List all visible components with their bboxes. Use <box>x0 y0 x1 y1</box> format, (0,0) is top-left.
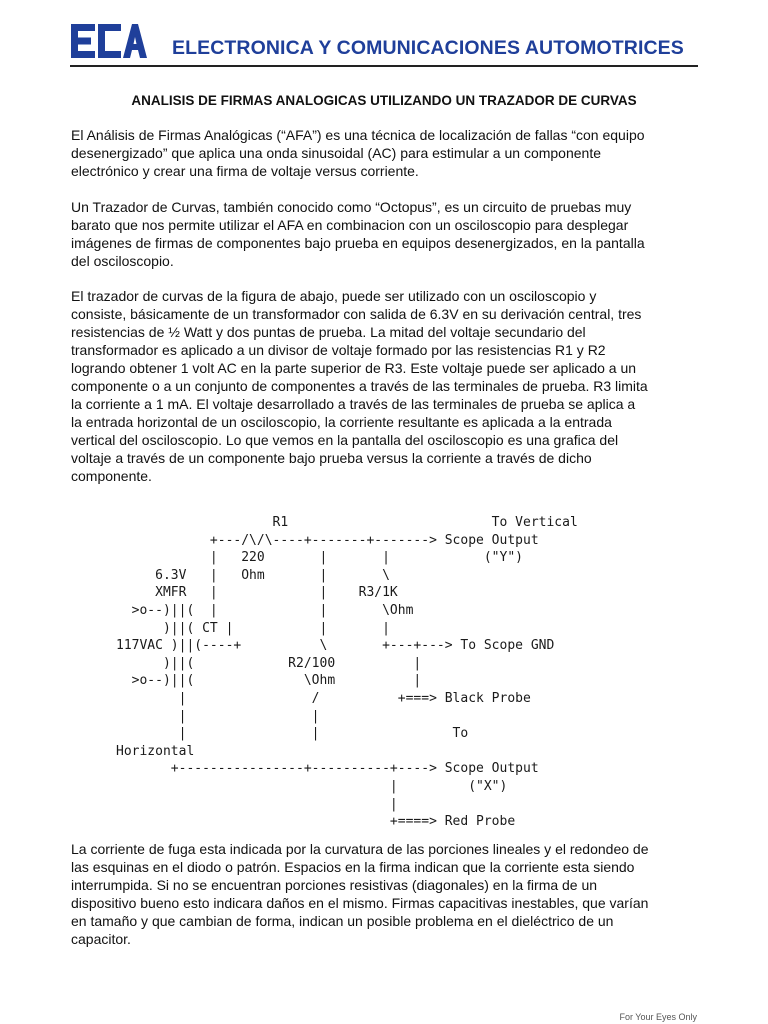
text-line: desenergizado” que aplica una onda sinusoidal (AC) para estimular a un componente <box>71 145 601 161</box>
text-line: la corriente a 1 mA. El voltaje desarrollado a través de las terminales de prueba se aplica a <box>71 396 636 412</box>
text-line: transformador es aplicado a un divisor de voltaje formado por las resistencias R1 y R2 <box>71 342 606 358</box>
text-line: componente o a un conjunto de componentes a través de las terminales de prueba. R3 limita <box>71 378 648 394</box>
paragraph-octopus <box>71 198 699 270</box>
eca-logo <box>71 22 147 60</box>
text-line: logrando obtener 1 volt AC en la parte superior de R3. Este voltaje puede ser aplicado a un <box>71 360 637 376</box>
text-line: Un Trazador de Curvas, también conocido como “Octopus”, es un circuito de pruebas muy <box>71 199 632 215</box>
schematic-line: +----------------+----------+----> Scope Output <box>116 761 539 777</box>
schematic-line: >o--)||( | | \Ohm <box>116 602 414 618</box>
text-line: electrónico y crear una firma de voltaje versus corriente. <box>71 163 419 179</box>
schematic-line: )||( R2/100 | <box>116 655 422 671</box>
curve-tracer-schematic <box>116 514 578 831</box>
text-line: las esquinas en el diodo o patrón. Espacios en la firma indican que la corriente esta siendo <box>71 859 635 875</box>
footer-note: For Your Eyes Only <box>619 1012 697 1022</box>
schematic-line: 6.3V | Ohm | \ <box>116 567 390 583</box>
text-line: dispositivo bueno esto indicara daños en el mismo. Firmas capacitivas inestables, que varían <box>71 895 649 911</box>
schematic-line: | / +===> Black Probe <box>116 690 531 706</box>
schematic-line: >o--)||( \Ohm | <box>116 673 422 689</box>
text-line: del osciloscopio. <box>71 253 174 269</box>
schematic-line: | 220 | | ("Y") <box>116 550 523 566</box>
schematic-line: +---/\/\----+-------+-------> Scope Output <box>116 532 539 548</box>
text-line: capacitor. <box>71 931 131 947</box>
document-title: ANALISIS DE FIRMAS ANALOGICAS UTILIZANDO UN TRAZADOR DE CURVAS <box>131 93 637 108</box>
schematic-line: 117VAC )||(----+ \ +---+---> To Scope GND <box>116 638 555 654</box>
paragraph-circuit-description <box>71 287 699 485</box>
header-divider <box>70 65 698 67</box>
paragraph-intro <box>71 126 699 180</box>
schematic-line: | | <box>116 708 320 724</box>
schematic-line: Horizontal <box>116 743 195 759</box>
text-line: la entrada horizontal de un osciloscopio, la corriente resultante es aplicada a la entrada <box>71 414 612 430</box>
text-line: interrumpida. Si no se encuentran porciones resistivas (diagonales) en la firma de un <box>71 877 598 893</box>
text-line: El Análisis de Firmas Analógicas (“AFA”) es una técnica de localización de fallas “con equipo <box>71 127 645 143</box>
schematic-line: R1 To Vertical <box>116 515 578 530</box>
schematic-line: +====> Red Probe <box>116 814 516 830</box>
text-line: voltaje a través de un componente bajo prueba versus la corriente a través de dicho <box>71 450 592 466</box>
text-line: en tamaño y que cambian de forma, indican un posible problema en el dieléctrico de un <box>71 913 614 929</box>
company-name: ELECTRONICA Y COMUNICACIONES AUTOMOTRICES <box>172 37 684 59</box>
paragraph-interpretation <box>71 840 699 948</box>
schematic-line: | <box>116 796 398 812</box>
schematic-line: | | To <box>116 726 469 742</box>
text-line: resistencias de ½ Watt y dos puntas de prueba. La mitad del voltaje secundario del <box>71 324 586 340</box>
schematic-line: XMFR | | R3/1K <box>116 585 398 601</box>
text-line: imágenes de firmas de componentes bajo prueba en equipos desenergizados, en la pantalla <box>71 235 645 251</box>
text-line: La corriente de fuga esta indicada por la curvatura de las porciones lineales y el redondeo de <box>71 841 649 857</box>
text-line: vertical del osciloscopio. Lo que vemos en la pantalla del osciloscopio es una grafica del <box>71 432 619 448</box>
schematic-line: | ("X") <box>116 778 508 794</box>
text-line: componente. <box>71 468 152 484</box>
text-line: El trazador de curvas de la figura de abajo, puede ser utilizado con un osciloscopio y <box>71 288 597 304</box>
text-line: consiste, básicamente de un transformador con salida de 6.3V en su derivación central, tres <box>71 306 642 322</box>
schematic-line: )||( CT | | | <box>116 620 390 636</box>
text-line: barato que nos permite utilizar el AFA en combinacion con un osciloscopio para desplegar <box>71 217 629 233</box>
